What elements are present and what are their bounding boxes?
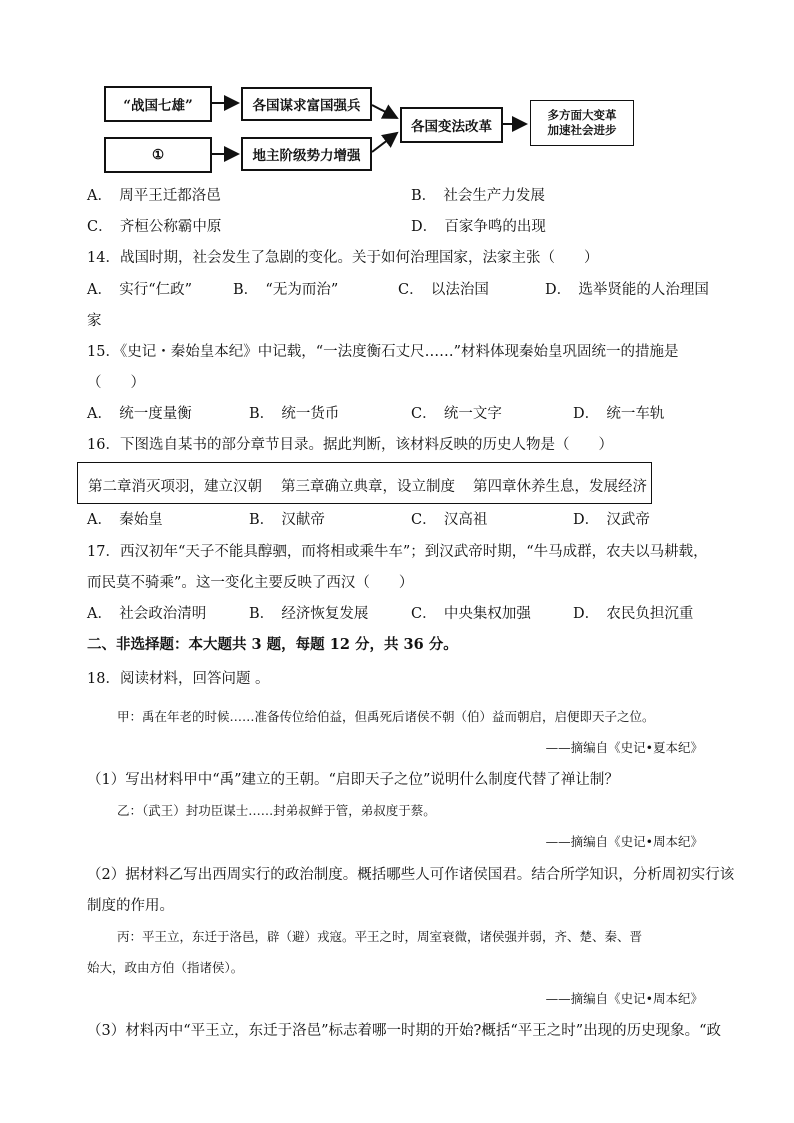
q17-option-c: C． 中央集权加强 [411, 606, 531, 622]
arrow-3 [372, 105, 397, 118]
q15-option-d: D． 统一车轨 [573, 406, 665, 422]
q15-option-b: B． 统一货币 [249, 406, 340, 422]
q13-option-a: A． 周平王迁都洛邑 [87, 188, 221, 204]
q17-stem-line2: 而民莫不骑乘”。这一变化主要反映了西汉（ ） [87, 575, 414, 591]
q13-option-d: D． 百家争鸣的出现 [411, 219, 546, 235]
box-progress-line2: 加速社会进步 [547, 123, 617, 137]
q14-option-b: B． “无为而治” [233, 282, 339, 298]
arrow-4 [372, 133, 397, 152]
q18-material-yi: 乙：（武王）封功臣谋士……封弟叔鲜于管，弟叔度于蔡。 [117, 803, 436, 818]
q15-stem: 15．《史记・秦始皇本纪》中记载，“一法度衡石丈尺……”材料体现秦始皇巩固统一的措施是 [87, 344, 679, 360]
box-seven-states: “战国七雄” [104, 86, 212, 122]
q18-subquestion-1: （1）写出材料甲中“禹”建立的王朝。“启即天子之位”说明什么制度代替了禅让制？ [87, 772, 619, 788]
q18-material-bing-line2: 始大，政由方伯（指诸侯）。 [87, 960, 244, 975]
q13-option-b: B． 社会生产力发展 [411, 188, 545, 204]
q13-option-c: C． 齐桓公称霸中原 [87, 219, 222, 235]
q16-toc-chapter4: 第四章休养生息，发展经济 [473, 479, 647, 495]
q15-option-c: C． 统一文字 [411, 406, 502, 422]
q15-paren: （ ） [87, 375, 145, 391]
box-rich-strong: 各国谋求富国强兵 [241, 87, 372, 121]
q17-stem-line1: 17．西汉初年“天子不能具醇驷，而将相或乘牛车”；到汉武帝时期，“牛马成群，农夫以马耕载， [87, 544, 708, 560]
box-blank-1: ① [104, 137, 212, 173]
q16-option-c: C． 汉高祖 [411, 512, 488, 528]
q14-option-d: D． 选举贤能的人治理国 [545, 282, 709, 298]
q18-material-bing-source: ——摘编自《史记•周本纪》 [545, 991, 703, 1006]
q14-option-d-wrap: 家 [87, 313, 102, 329]
box-landlord: 地主阶级势力增强 [241, 137, 372, 171]
q18-stem: 18．阅读材料，回答问题 。 [87, 671, 270, 687]
q17-option-d: D． 农民负担沉重 [573, 606, 694, 622]
q18-material-bing-line1: 丙：平王立，东迁于洛邑，辟（避）戎寇。平王之时，周室衰微，诸侯强并弱，齐、楚、秦、晋 [117, 929, 643, 944]
q18-material-jia: 甲：禹在年老的时候……准备传位给伯益，但禹死后诸侯不朝（伯）益而朝启，启便即天子之位。 [117, 709, 655, 724]
q16-stem: 16．下图选自某书的部分章节目录。据此判断，该材料反映的历史人物是（ ） [87, 437, 613, 453]
q18-material-yi-source: ——摘编自《史记•周本纪》 [545, 834, 703, 849]
q18-subquestion-3: （3）材料丙中“平王立，东迁于洛邑”标志着哪一时期的开始?概括“平王之时”出现的历史现象。“政 [87, 1023, 722, 1039]
q14-option-a: A． 实行“仁政” [87, 282, 193, 298]
box-progress [530, 100, 634, 146]
q14-option-c: C． 以法治国 [398, 282, 489, 298]
box-progress-line1: 多方面大变革 [547, 108, 617, 122]
q17-option-b: B． 经济恢复发展 [249, 606, 369, 622]
q18-material-jia-source: ——摘编自《史记•夏本纪》 [545, 740, 703, 755]
flow-diagram [0, 0, 794, 185]
q16-option-b: B． 汉献帝 [249, 512, 325, 528]
q16-toc-chapter3: 第三章确立典章，设立制度 [281, 479, 455, 495]
box-reform: 各国变法改革 [400, 107, 503, 143]
q16-option-a: A． 秦始皇 [87, 512, 163, 528]
section2-title: 二、非选择题：本大题共 3 题，每题 12 分，共 36 分。 [87, 636, 458, 653]
q16-toc-chapter2: 第二章消灭项羽，建立汉朝 [88, 479, 262, 495]
q16-option-d: D． 汉武帝 [573, 512, 650, 528]
q14-stem: 14．战国时期，社会发生了急剧的变化。关于如何治理国家，法家主张（ ） [87, 250, 599, 266]
q18-subquestion-2-line1: （2）据材料乙写出西周实行的政治制度。概括哪些人可作诸侯国君。结合所学知识，分析周初实行该 [87, 867, 735, 883]
q16-toc-box [77, 462, 652, 504]
q18-subquestion-2-line2: 制度的作用。 [87, 898, 174, 914]
q15-option-a: A． 统一度量衡 [87, 406, 192, 422]
q17-option-a: A． 社会政治清明 [87, 606, 207, 622]
